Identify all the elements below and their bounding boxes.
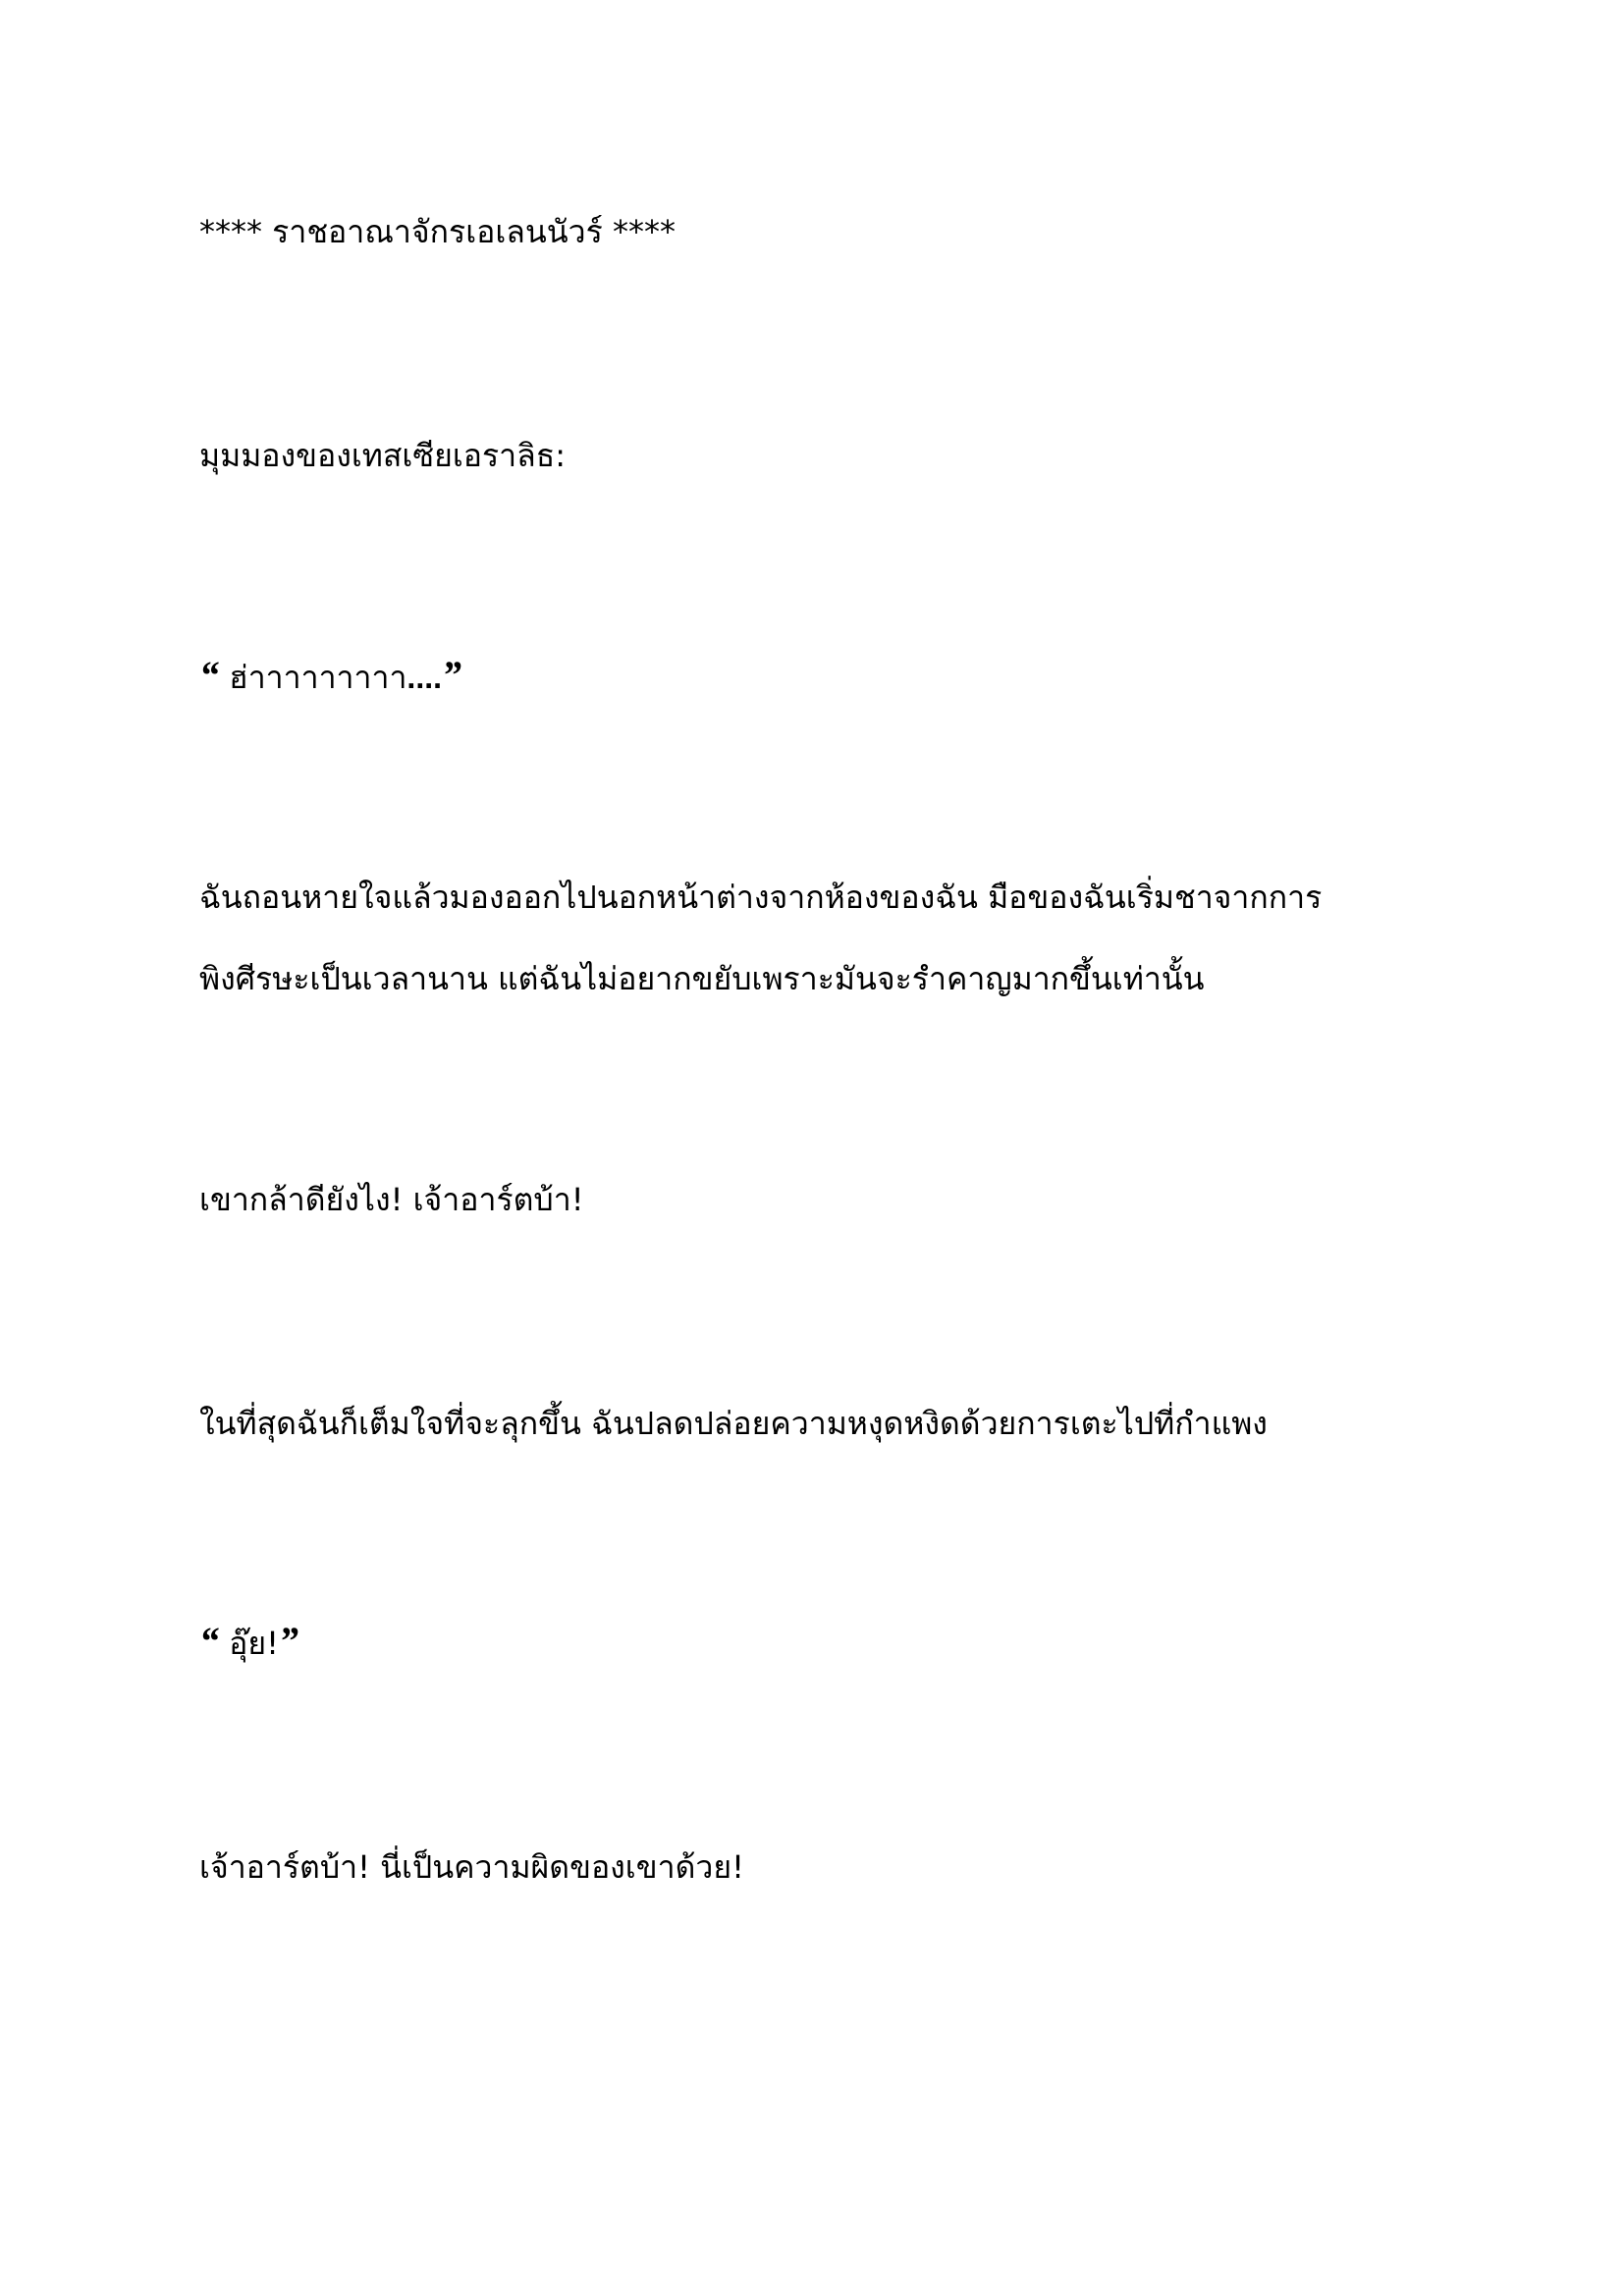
dialogue-text: ฮ่าาาาาาาาา xyxy=(219,659,407,696)
paragraph-line: พิงศีรษะเป็นเวลานาน แต่ฉันไม่อยากขยับเพราะมันจะรำคาญมากขึ้นเท่านั้น xyxy=(199,960,1205,997)
close-quote: ” xyxy=(278,1619,298,1663)
paragraph-line: ฉันถอนหายใจแล้วมองออกไปนอกหน้าต่างจากห้องของฉัน มือของฉันเริ่มชาจากการ xyxy=(199,879,1323,916)
open-quote: “ xyxy=(199,653,219,697)
paragraph: ในที่สุดฉันก็เต็มใจที่จะลุกขึ้น ฉันปลดปล่อยความหงุดหงิดด้วยการเตะไปที่กำแพง xyxy=(199,1405,1268,1442)
dialogue-ellipsis: .... xyxy=(406,660,442,695)
paragraph: เจ้าอาร์ตบ้า! นี่เป็นความผิดของเขาด้วย! xyxy=(199,1848,744,1886)
dialogue-sigh xyxy=(199,654,461,699)
close-quote: ” xyxy=(441,653,461,697)
chapter-heading: **** ราชอาณาจักรเอเลนนัวร์ **** xyxy=(199,213,676,250)
dialogue-oops xyxy=(199,1620,298,1665)
pov-label: มุมมองของเทสเซียเอราลิธ: xyxy=(199,437,567,474)
open-quote: “ xyxy=(199,1619,219,1663)
paragraph: เขากล้าดียังไง! เจ้าอาร์ตบ้า! xyxy=(199,1181,584,1218)
dialogue-text: อุ๊ย! xyxy=(219,1625,279,1662)
